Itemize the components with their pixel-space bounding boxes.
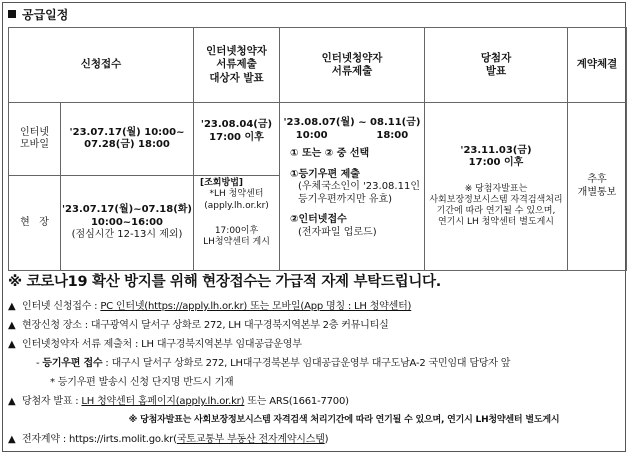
onsite-label: 현 장 — [9, 176, 61, 271]
triangle-bullet-icon: ▲ — [8, 396, 16, 407]
online-apply-period: '23.07.17(월) 10:00~ 07.28(금) 18:00 — [61, 103, 194, 176]
square-bullet-icon — [8, 10, 16, 18]
note-winner: ▲ 당첨자 발표 : LH 청약센터 홈페이지(apply.lh.or.kr) 또는 ARS(1661-7700) — [8, 392, 620, 411]
header-docs-submit: 인터넷청약자 서류제출 — [280, 28, 425, 103]
online-label: 인터넷 모바일 — [9, 103, 61, 176]
table-header-row — [9, 28, 627, 103]
note-contract: ▲ 전자계약 : https://irts.molit.go.kr(국토교통부 부동산 전자계약시스템) — [8, 430, 620, 449]
docs-target-method: [조회방법] *LH 청약센터 (apply.lh.or.kr) 17:00이후 LH청약센터 게시 — [194, 176, 280, 271]
table-row-online — [9, 103, 627, 176]
online-apply-link[interactable]: PC 인터넷(https://apply.lh.or.kr) 또는 모바일(App 명칭 : LH 청약센터) — [100, 301, 412, 312]
triangle-bullet-icon: ▲ — [8, 301, 16, 312]
winner-link[interactable]: LH 청약센터 홈페이지(apply.lh.or.kr) — [81, 396, 245, 407]
covid-banner: ※ 코로나19 확산 방지를 위해 현장접수는 가급적 자제 부탁드립니다. — [8, 274, 441, 290]
note-docs: ▲ 인터넷청약자 서류 제출처 : LH 대구경북지역본부 임대공급운영부 — [8, 335, 620, 354]
header-apply: 신청접수 — [9, 28, 194, 103]
header-contract: 계약체결 — [568, 28, 627, 103]
triangle-bullet-icon: ▲ — [8, 434, 16, 445]
contract-cell: 추후 개별통보 — [568, 103, 627, 271]
triangle-bullet-icon: ▲ — [8, 320, 16, 331]
docs-target-date: '23.08.04(금) 17:00 이후 — [194, 103, 280, 176]
winner-warning: ※ 당첨자발표는 사회보장정보시스템 자격검색 처리기간에 따라 연기될 수 있으며, 연기시 LH청약센터 별도게시 — [128, 415, 560, 425]
section-title: 공급일정 — [8, 6, 68, 23]
note-online: ▲ 인터넷 신청접수 : PC 인터넷(https://apply.lh.or.kr) 또는 모바일(App 명칭 : LH 청약센터) — [8, 297, 620, 316]
note-onsite: ▲ 현장신청 장소 : 대구광역시 달서구 상화로 272, LH 대구경북지역본부 2층 커뮤니티실 — [8, 316, 620, 335]
notes-section — [8, 270, 620, 449]
docs-submit-cell: '23.08.07(월) ~ 08.11(금) 10:00 18:00 ① 또는 ② 중 선택 ①등기우편 제출 (우체국소인이 '23.08.11인 등기우편까지만 유효) ②인터넷접수 (전자파일 업로드) — [280, 103, 425, 271]
triangle-bullet-icon: ▲ — [8, 339, 16, 350]
schedule-table — [8, 27, 627, 271]
header-docs-target: 인터넷청약자 서류제출 대상자 발표 — [194, 28, 280, 103]
onsite-apply-period: '23.07.17(월)~07.18(화) 10:00~16:00 (점심시간 12-13시 제외) — [61, 176, 194, 271]
note-docs-mail-remark: * 등기우편 발송시 신청 단지명 반드시 기재 — [50, 377, 234, 388]
contract-link[interactable]: 국토교통부 부동산 전자계약시스템 — [176, 434, 325, 445]
note-docs-mail: - 등기우편 접수 : 대구시 달서구 상화로 272, LH대구경북본부 임대공급운영부 대구도남A-2 국민임대 담당자 앞 — [36, 358, 511, 369]
winner-cell: '23.11.03(금) 17:00 이후 ※ 당첨자발표는 사회보장정보시스템 자격검색처리 기간에 따라 연기될 수 있으며, 연기시 LH 청약센터 별도게시 — [425, 103, 568, 271]
header-winner: 당첨자 발표 — [425, 28, 568, 103]
